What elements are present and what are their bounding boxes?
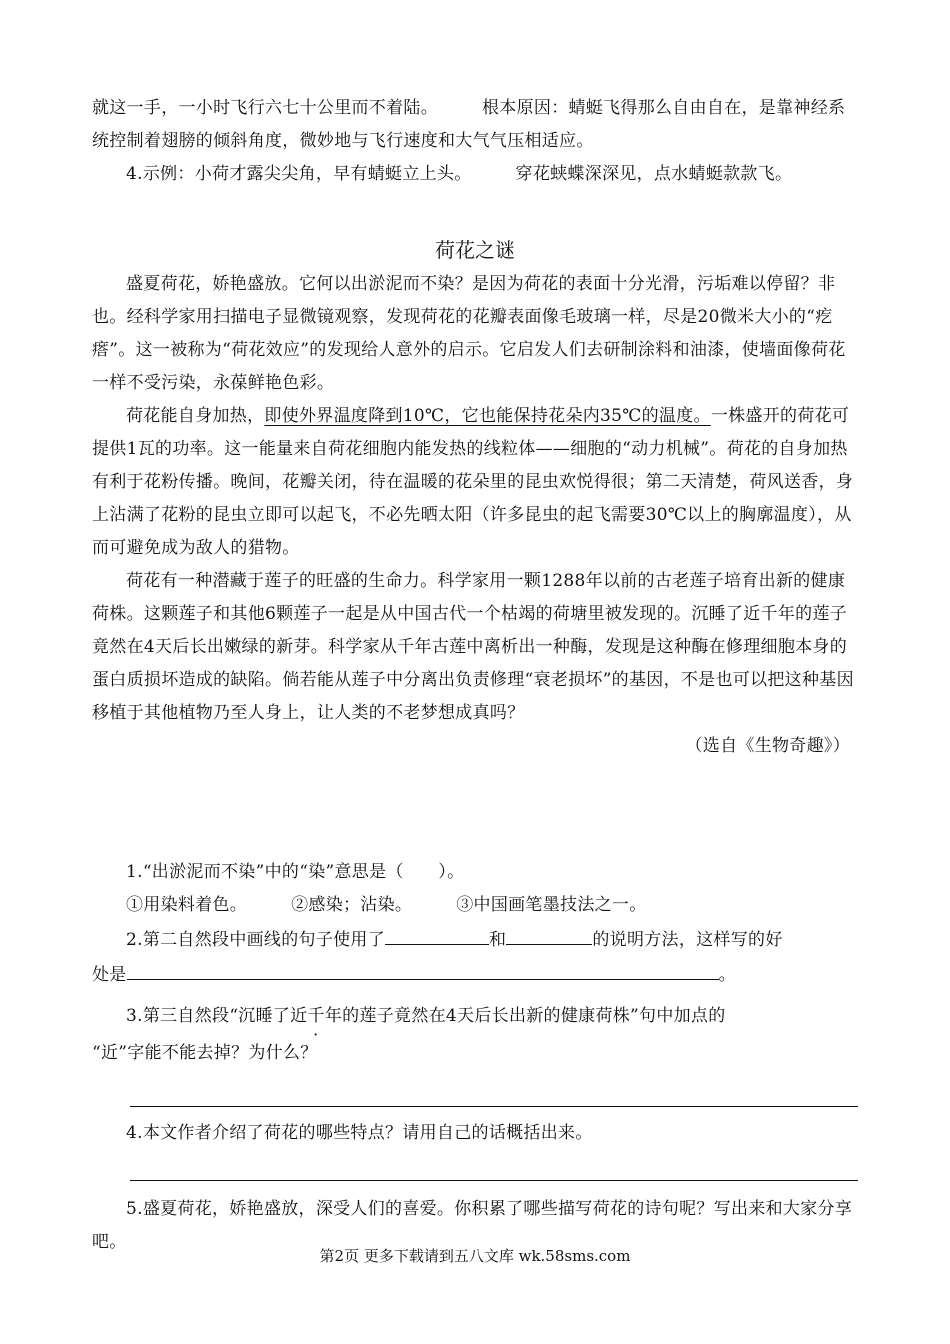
answer-blank-3[interactable] xyxy=(127,957,719,980)
answer-line-q4[interactable] xyxy=(130,1180,858,1181)
questions-section xyxy=(92,856,860,1259)
paragraph-1: 盛夏荷花，娇艳盛放。它何以出淤泥而不染？是因为荷花的表面十分光滑，污垢难以停留？非也。经科学家用扫描电子显微镜观察，发现荷花的花瓣表面像毛玻璃一样，尽是20微米大小的“疙瘩”。这一被称为“荷花效应”的发现给人意外的启示。它启发人们去研制涂料和油漆，使墙面像荷花一样不受污染，永葆鲜艳色彩。 xyxy=(92,274,846,393)
article-body xyxy=(92,268,860,763)
example-line-b: 穿花蛱蝶深深见，点水蜻蜓款款飞。 xyxy=(515,164,793,184)
question-3-text-b: 千年的莲子竟然在4天后长出新的健康荷株”句中加点的 xyxy=(307,1006,726,1026)
answer-line-q3[interactable] xyxy=(130,1106,858,1107)
question-2 xyxy=(92,922,860,957)
example-line-a: 4.示例：小荷才露尖尖角，早有蜻蜓立上头。 xyxy=(126,164,472,184)
paragraph-2-rest: 一株盛开的荷花可提供1瓦的功率。这一能量来自荷花细胞内能发热的线粒体——细胞的“动力机械”。荷花的自身加热有利于花粉传播。晚间，花瓣关闭，待在温暖的花朵里的昆虫欢悦得很；第二天清楚，荷风送香，身上沾满了花粉的昆虫立即可以起飞，不必先晒太阳（许多昆虫的起飞需要30℃以上的胸廓温度），从而可避免成为敌人的猎物。 xyxy=(92,406,854,558)
paragraph-2-start: 荷花能自身加热， xyxy=(126,406,265,426)
question-2-cont xyxy=(92,957,860,992)
question-2-text-d: 处是 xyxy=(92,965,127,985)
paragraph-3: 荷花有一种潜藏于莲子的旺盛的生命力。科学家用一颗1288年以前的古老莲子培育出新的健康荷株。这颗莲子和其他6颗莲子一起是从中国古代一个枯竭的荷塘里被发现的。沉睡了近千年的莲子竟然在4天后长出嫩绿的新芽。科学家从千年古莲中离析出一种酶，发现是这种酶在修理细胞本身的蛋白质损坏造成的缺陷。倘若能从莲子中分离出负责修理“衰老损坏”的基因，不是也可以把这种基因移植于其他植物乃至人身上，让人类的不老梦想成真吗？ xyxy=(92,571,854,723)
answer-blank-2[interactable] xyxy=(506,922,592,945)
page-footer: 第2页 更多下载请到五八文库 wk.58sms.com xyxy=(319,1247,631,1265)
option-1: ①用染料着色。 xyxy=(126,895,248,915)
source-citation: （选自《生物奇趣》） xyxy=(685,736,850,756)
option-2: ②感染；沾染。 xyxy=(291,895,413,915)
answer-3-part-b: 根本原因：蜻蜓飞得那么自由自在，是靠神经系统控制着翅膀的倾斜角度，微妙地与飞行速度和大气气压相适应。 xyxy=(92,98,846,151)
question-2-text-e: 。 xyxy=(718,965,736,985)
answer-blank-1[interactable] xyxy=(385,922,489,945)
answer-text xyxy=(92,92,860,158)
dotted-character: 近 xyxy=(290,1006,308,1026)
question-2-text-b: 和 xyxy=(489,930,507,950)
question-5: 5.盛夏荷花，娇艳盛放，深受人们的喜爱。你积累了哪些描写荷花的诗句呢？写出来和大家分享吧。 xyxy=(92,1199,853,1252)
question-4: 4.本文作者介绍了荷花的哪些特点？请用自己的话概括出来。 xyxy=(126,1123,593,1143)
underlined-sentence: 即使外界温度降到10℃，它也能保持花朵内35℃的温度。 xyxy=(264,406,711,426)
question-3-cont: “近”字能不能去掉？为什么？ xyxy=(92,1043,318,1063)
option-3: ③中国画笔墨技法之一。 xyxy=(456,895,647,915)
question-3 xyxy=(92,1000,860,1033)
question-2-text-c: 的说明方法，这样写的好 xyxy=(592,930,783,950)
answer-4 xyxy=(92,158,860,191)
article-title: 荷花之谜 xyxy=(435,238,515,262)
previous-answers xyxy=(92,92,860,191)
question-3-text-a: 3.第三自然段“沉睡了 xyxy=(126,1006,291,1026)
answer-3-part-a: 就这一手，一小时飞行六七十公里而不着陆。 xyxy=(92,98,438,118)
question-1-options xyxy=(92,889,860,922)
question-1: 1.“出淤泥而不染”中的“染”意思是（ ）。 xyxy=(126,862,465,882)
paragraph-2 xyxy=(92,400,860,565)
question-2-text-a: 2.第二自然段中画线的句子使用了 xyxy=(126,930,386,950)
